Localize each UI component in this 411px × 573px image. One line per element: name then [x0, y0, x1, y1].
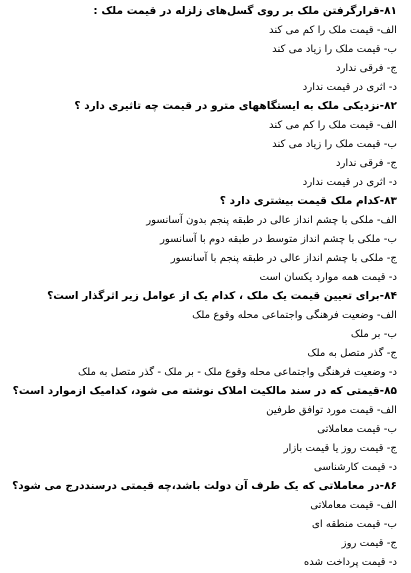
question-85-option-b: ب- قیمت معاملاتی [317, 424, 397, 435]
question-81-option-d: د- اثری در قیمت ندارد [302, 82, 397, 93]
question-86-option-c: ج- قیمت روز [341, 538, 397, 549]
question-86: ۸۶-در معاملاتی که یک طرف آن دولت باشد،چه قیمتی درسنددرج می شود؟ [12, 480, 397, 492]
question-81-option-b: ب- قیمت ملک را زیاد می کند [272, 44, 397, 55]
question-86-option-a: الف- قیمت معاملاتی [310, 500, 397, 511]
question-83-option-a: الف- ملکی با چشم انداز عالی در طبقه پنجم بدون آسانسور [146, 215, 397, 226]
question-84-option-d: د- وضعیت فرهنگی واجتماعی محله وقوع ملک - بر ملک - گذر متصل به ملک [78, 367, 397, 378]
question-82-option-b: ب- قیمت ملک را زیاد می کند [272, 139, 397, 150]
question-84-option-c: ج- گذر متصل به ملک [307, 348, 397, 359]
question-86-option-b: ب- قیمت منطقه ای [311, 519, 397, 530]
question-84-option-a: الف- وضعیت فرهنگی واجتماعی محله وقوع ملک [192, 310, 397, 321]
question-83-option-b: ب- ملکی با چشم انداز متوسط در طبقه دوم با آسانسور [160, 234, 397, 245]
question-85-option-d: د- قیمت کارشناسی [313, 462, 397, 473]
question-83: ۸۳-کدام ملک قیمت بیشتری دارد ؟ [219, 195, 397, 207]
question-82-option-a: الف- قیمت ملک را کم می کند [269, 120, 397, 131]
question-85: ۸۵-قیمتی که در سند مالکیت املاک نوشته می شود، کدامیک ازموارد است؟ [12, 385, 397, 397]
question-85-option-a: الف- قیمت مورد توافق طرفین [266, 405, 397, 416]
question-82-option-d: د- اثری در قیمت ندارد [302, 177, 397, 188]
question-82: ۸۲-نزدیکی ملک به ایستگاههای مترو در قیمت چه تاثیری دارد ؟ [74, 100, 397, 112]
question-81-option-c: ج- فرقی ندارد [335, 63, 397, 74]
question-86-option-d: د- قیمت پرداخت شده [303, 557, 397, 568]
question-81: ۸۱-قرارگرفتن ملک بر روی گسل‌های زلزله در قیمت ملک : [93, 5, 397, 17]
question-82-option-c: ج- فرقی ندارد [335, 158, 397, 169]
question-81-option-a: الف- قیمت ملک را کم می کند [269, 25, 397, 36]
question-84-option-b: ب- بر ملک [350, 329, 397, 340]
question-83-option-c: ج- ملکی با چشم انداز عالی در طبقه پنجم با آسانسور [170, 253, 397, 264]
question-85-option-c: ج- قیمت روز یا قیمت بازار [283, 443, 397, 454]
question-83-option-d: د- قیمت همه موارد یکسان است [259, 272, 397, 283]
question-84: ۸۴-برای تعیین قیمت یک ملک ، کدام یک از عوامل زیر اثرگذار است؟ [47, 290, 397, 302]
